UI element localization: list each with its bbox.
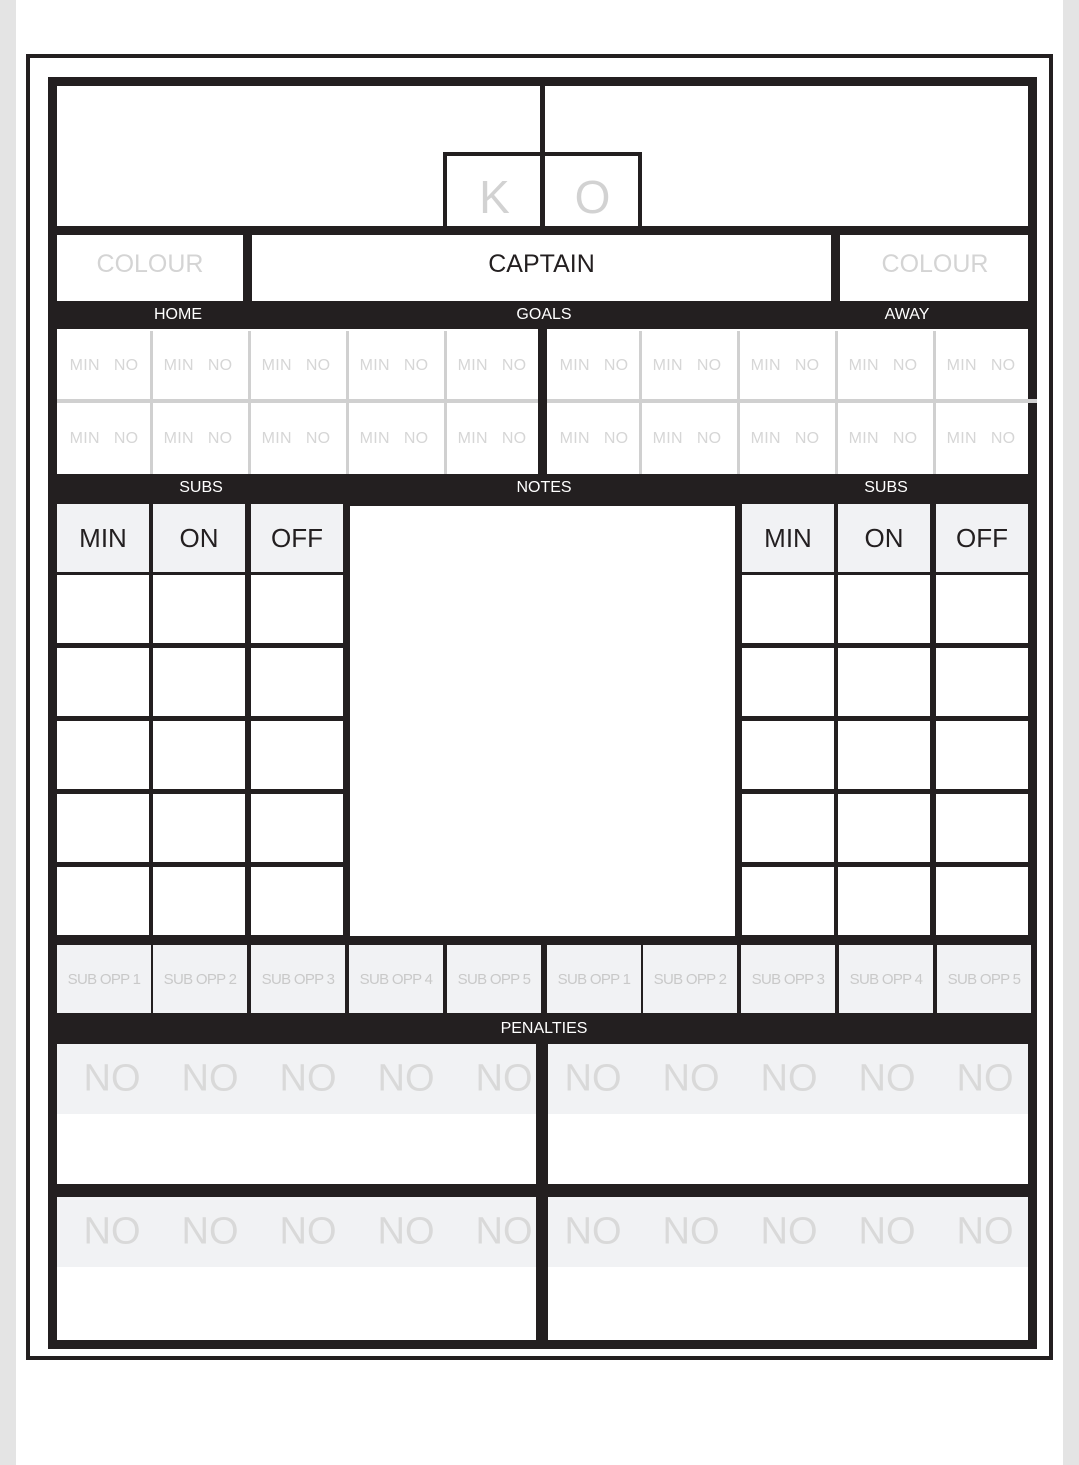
ko-letter-o: O <box>574 171 611 223</box>
away-label: AWAY <box>884 306 930 323</box>
penalty-no-cell[interactable]: NO <box>83 1057 141 1100</box>
goal-no-label: NO <box>892 357 918 374</box>
subs-entry-cell[interactable] <box>251 794 343 862</box>
subs-column-header: OFF <box>936 504 1028 572</box>
goal-min-label: MIN <box>652 430 683 447</box>
goal-entry-cell[interactable] <box>347 404 441 474</box>
penalties-band <box>57 1013 1037 1044</box>
penalty-no-cell[interactable]: NO <box>662 1057 720 1100</box>
goal-min-label: MIN <box>559 430 590 447</box>
penalty-no-cell[interactable]: NO <box>475 1210 533 1253</box>
sub-opp-cell[interactable]: SUB OPP 1 <box>547 945 641 1013</box>
goal-min-label: MIN <box>457 357 488 374</box>
subs-entry-cell[interactable] <box>936 794 1028 862</box>
penalty-number-row <box>548 1197 1028 1267</box>
penalty-no-cell[interactable]: NO <box>181 1057 239 1100</box>
away-colour-field[interactable]: COLOUR <box>881 250 989 278</box>
goal-entry-cell[interactable] <box>151 404 245 474</box>
goal-min-label: MIN <box>163 430 194 447</box>
subs-entry-cell[interactable] <box>153 575 245 643</box>
subs-entry-cell[interactable] <box>742 794 834 862</box>
goal-min-label: MIN <box>559 357 590 374</box>
subs-entry-cell[interactable] <box>153 721 245 789</box>
penalty-no-cell[interactable]: NO <box>858 1210 916 1253</box>
subs-entry-cell[interactable] <box>251 867 343 935</box>
subs-entry-cell[interactable] <box>57 648 149 716</box>
subs-entry-cell[interactable] <box>936 867 1028 935</box>
subs-entry-cell[interactable] <box>838 648 930 716</box>
goal-entry-cell[interactable] <box>249 404 343 474</box>
subs-entry-cell[interactable] <box>153 867 245 935</box>
goal-no-label: NO <box>696 357 722 374</box>
penalty-no-cell[interactable]: NO <box>858 1057 916 1100</box>
subs-entry-cell[interactable] <box>57 575 149 643</box>
goal-no-label: NO <box>403 357 429 374</box>
subs-entry-cell[interactable] <box>251 648 343 716</box>
penalty-no-cell[interactable]: NO <box>377 1210 435 1253</box>
goal-min-label: MIN <box>750 357 781 374</box>
goal-no-label: NO <box>501 430 527 447</box>
goal-no-label: NO <box>501 357 527 374</box>
goal-entry-cell[interactable] <box>57 404 151 474</box>
goal-entry-cell[interactable] <box>934 331 1028 401</box>
goal-min-label: MIN <box>69 357 100 374</box>
subs-column-header: ON <box>838 504 930 572</box>
goal-no-label: NO <box>696 430 722 447</box>
goal-min-label: MIN <box>261 430 292 447</box>
goal-no-label: NO <box>794 430 820 447</box>
goal-entry-cell[interactable] <box>347 331 441 401</box>
goal-entry-cell[interactable] <box>934 404 1028 474</box>
goals-center-divider <box>538 329 547 476</box>
goal-no-label: NO <box>892 430 918 447</box>
goal-no-label: NO <box>207 357 233 374</box>
penalty-number-row <box>57 1197 536 1267</box>
goal-min-label: MIN <box>457 430 488 447</box>
colour-left-divider <box>243 235 252 301</box>
header-bottom-rule <box>57 226 1037 235</box>
penalty-number-row <box>57 1044 536 1114</box>
goal-min-label: MIN <box>652 357 683 374</box>
subs-column-header: ON <box>153 504 245 572</box>
subs-column-header: MIN <box>742 504 834 572</box>
goal-entry-cell[interactable] <box>151 331 245 401</box>
goal-no-label: NO <box>113 430 139 447</box>
goal-row-divider <box>57 399 1037 403</box>
subs-entry-cell[interactable] <box>838 794 930 862</box>
goal-no-label: NO <box>990 357 1016 374</box>
penalty-no-cell[interactable]: NO <box>564 1057 622 1100</box>
penalty-no-cell[interactable]: NO <box>564 1210 622 1253</box>
subs-entry-cell[interactable] <box>57 721 149 789</box>
goal-entry-cell[interactable] <box>640 404 734 474</box>
penalty-no-cell[interactable]: NO <box>956 1057 1014 1100</box>
penalty-no-cell[interactable]: NO <box>377 1057 435 1100</box>
goal-entry-cell[interactable] <box>249 331 343 401</box>
penalty-no-cell[interactable]: NO <box>83 1210 141 1253</box>
goal-no-label: NO <box>113 357 139 374</box>
goal-entry-cell[interactable] <box>738 331 832 401</box>
subs-column-header: OFF <box>251 504 343 572</box>
goal-entry-cell[interactable] <box>547 404 641 474</box>
goal-no-label: NO <box>305 357 331 374</box>
goal-min-label: MIN <box>946 357 977 374</box>
goal-min-label: MIN <box>848 430 879 447</box>
goal-no-label: NO <box>603 357 629 374</box>
subs-entry-cell[interactable] <box>153 794 245 862</box>
sub-opp-cell[interactable]: SUB OPP 4 <box>349 945 443 1013</box>
goal-min-label: MIN <box>69 430 100 447</box>
subs-entry-cell[interactable] <box>742 867 834 935</box>
subs-entry-cell[interactable] <box>153 648 245 716</box>
sub-opp-cell[interactable]: SUB OPP 1 <box>57 945 151 1013</box>
subs-entry-cell[interactable] <box>838 721 930 789</box>
goal-entry-cell[interactable] <box>836 331 930 401</box>
sub-opp-cell[interactable]: SUB OPP 4 <box>839 945 933 1013</box>
subs-entry-cell[interactable] <box>251 721 343 789</box>
penalties-middle-rule <box>57 1184 1037 1197</box>
penalty-number-row <box>548 1044 1028 1114</box>
subs-left-label: SUBS <box>179 479 223 496</box>
subs-entry-cell[interactable] <box>57 794 149 862</box>
penalty-no-cell[interactable]: NO <box>662 1210 720 1253</box>
subs-right-label: SUBS <box>864 479 908 496</box>
penalty-no-cell[interactable]: NO <box>760 1210 818 1253</box>
notes-field[interactable] <box>350 506 735 936</box>
goal-min-label: MIN <box>359 357 390 374</box>
captain-field[interactable]: CAPTAIN <box>488 250 595 278</box>
subs-entry-cell[interactable] <box>742 721 834 789</box>
penalty-no-cell[interactable]: NO <box>279 1057 337 1100</box>
sub-opp-cell[interactable]: SUB OPP 5 <box>447 945 541 1013</box>
goals-label: GOALS <box>516 306 572 323</box>
goal-no-label: NO <box>794 357 820 374</box>
goal-no-label: NO <box>403 430 429 447</box>
goal-no-label: NO <box>305 430 331 447</box>
goal-min-label: MIN <box>163 357 194 374</box>
subs-entry-cell[interactable] <box>838 867 930 935</box>
ko-letter-k: K <box>479 171 510 223</box>
home-label: HOME <box>154 306 202 323</box>
penalty-no-cell[interactable]: NO <box>475 1057 533 1100</box>
home-colour-field[interactable]: COLOUR <box>96 250 204 278</box>
goal-min-label: MIN <box>359 430 390 447</box>
goal-entry-cell[interactable] <box>57 331 151 401</box>
subs-entry-cell[interactable] <box>57 867 149 935</box>
notes-label: NOTES <box>516 479 572 496</box>
colour-right-divider <box>831 235 840 301</box>
goal-min-label: MIN <box>848 357 879 374</box>
goal-min-label: MIN <box>946 430 977 447</box>
penalty-result-cell[interactable] <box>548 1267 1028 1337</box>
goal-entry-cell[interactable] <box>445 331 539 401</box>
subs-column-header: MIN <box>57 504 149 572</box>
goal-no-label: NO <box>207 430 233 447</box>
penalty-result-cell[interactable] <box>57 1114 536 1184</box>
sub-opp-cell[interactable]: SUB OPP 2 <box>643 945 737 1013</box>
subs-entry-cell[interactable] <box>742 648 834 716</box>
goals-band <box>57 301 1037 329</box>
subs-entry-cell[interactable] <box>251 575 343 643</box>
sub-opp-cell[interactable]: SUB OPP 3 <box>741 945 835 1013</box>
subs-entry-cell[interactable] <box>936 648 1028 716</box>
sub-opp-cell[interactable]: SUB OPP 2 <box>153 945 247 1013</box>
penalty-no-cell[interactable]: NO <box>760 1057 818 1100</box>
goal-entry-cell[interactable] <box>738 404 832 474</box>
penalty-no-cell[interactable]: NO <box>279 1210 337 1253</box>
goal-entry-cell[interactable] <box>640 331 734 401</box>
subs-entry-cell[interactable] <box>936 575 1028 643</box>
goal-no-label: NO <box>990 430 1016 447</box>
goal-entry-cell[interactable] <box>836 404 930 474</box>
goal-min-label: MIN <box>750 430 781 447</box>
penalty-no-cell[interactable]: NO <box>956 1210 1014 1253</box>
subs-band <box>57 474 1037 502</box>
goal-min-label: MIN <box>261 357 292 374</box>
penalties-label: PENALTIES <box>500 1019 588 1037</box>
subs-entry-cell[interactable] <box>936 721 1028 789</box>
penalty-result-cell[interactable] <box>548 1114 1028 1184</box>
goal-entry-cell[interactable] <box>547 331 641 401</box>
subs-entry-cell[interactable] <box>742 575 834 643</box>
goal-entry-cell[interactable] <box>445 404 539 474</box>
sub-opp-cell[interactable]: SUB OPP 3 <box>251 945 345 1013</box>
penalty-no-cell[interactable]: NO <box>181 1210 239 1253</box>
penalty-result-cell[interactable] <box>57 1267 536 1337</box>
goal-no-label: NO <box>603 430 629 447</box>
sub-opp-cell[interactable]: SUB OPP 5 <box>937 945 1031 1013</box>
subs-entry-cell[interactable] <box>838 575 930 643</box>
